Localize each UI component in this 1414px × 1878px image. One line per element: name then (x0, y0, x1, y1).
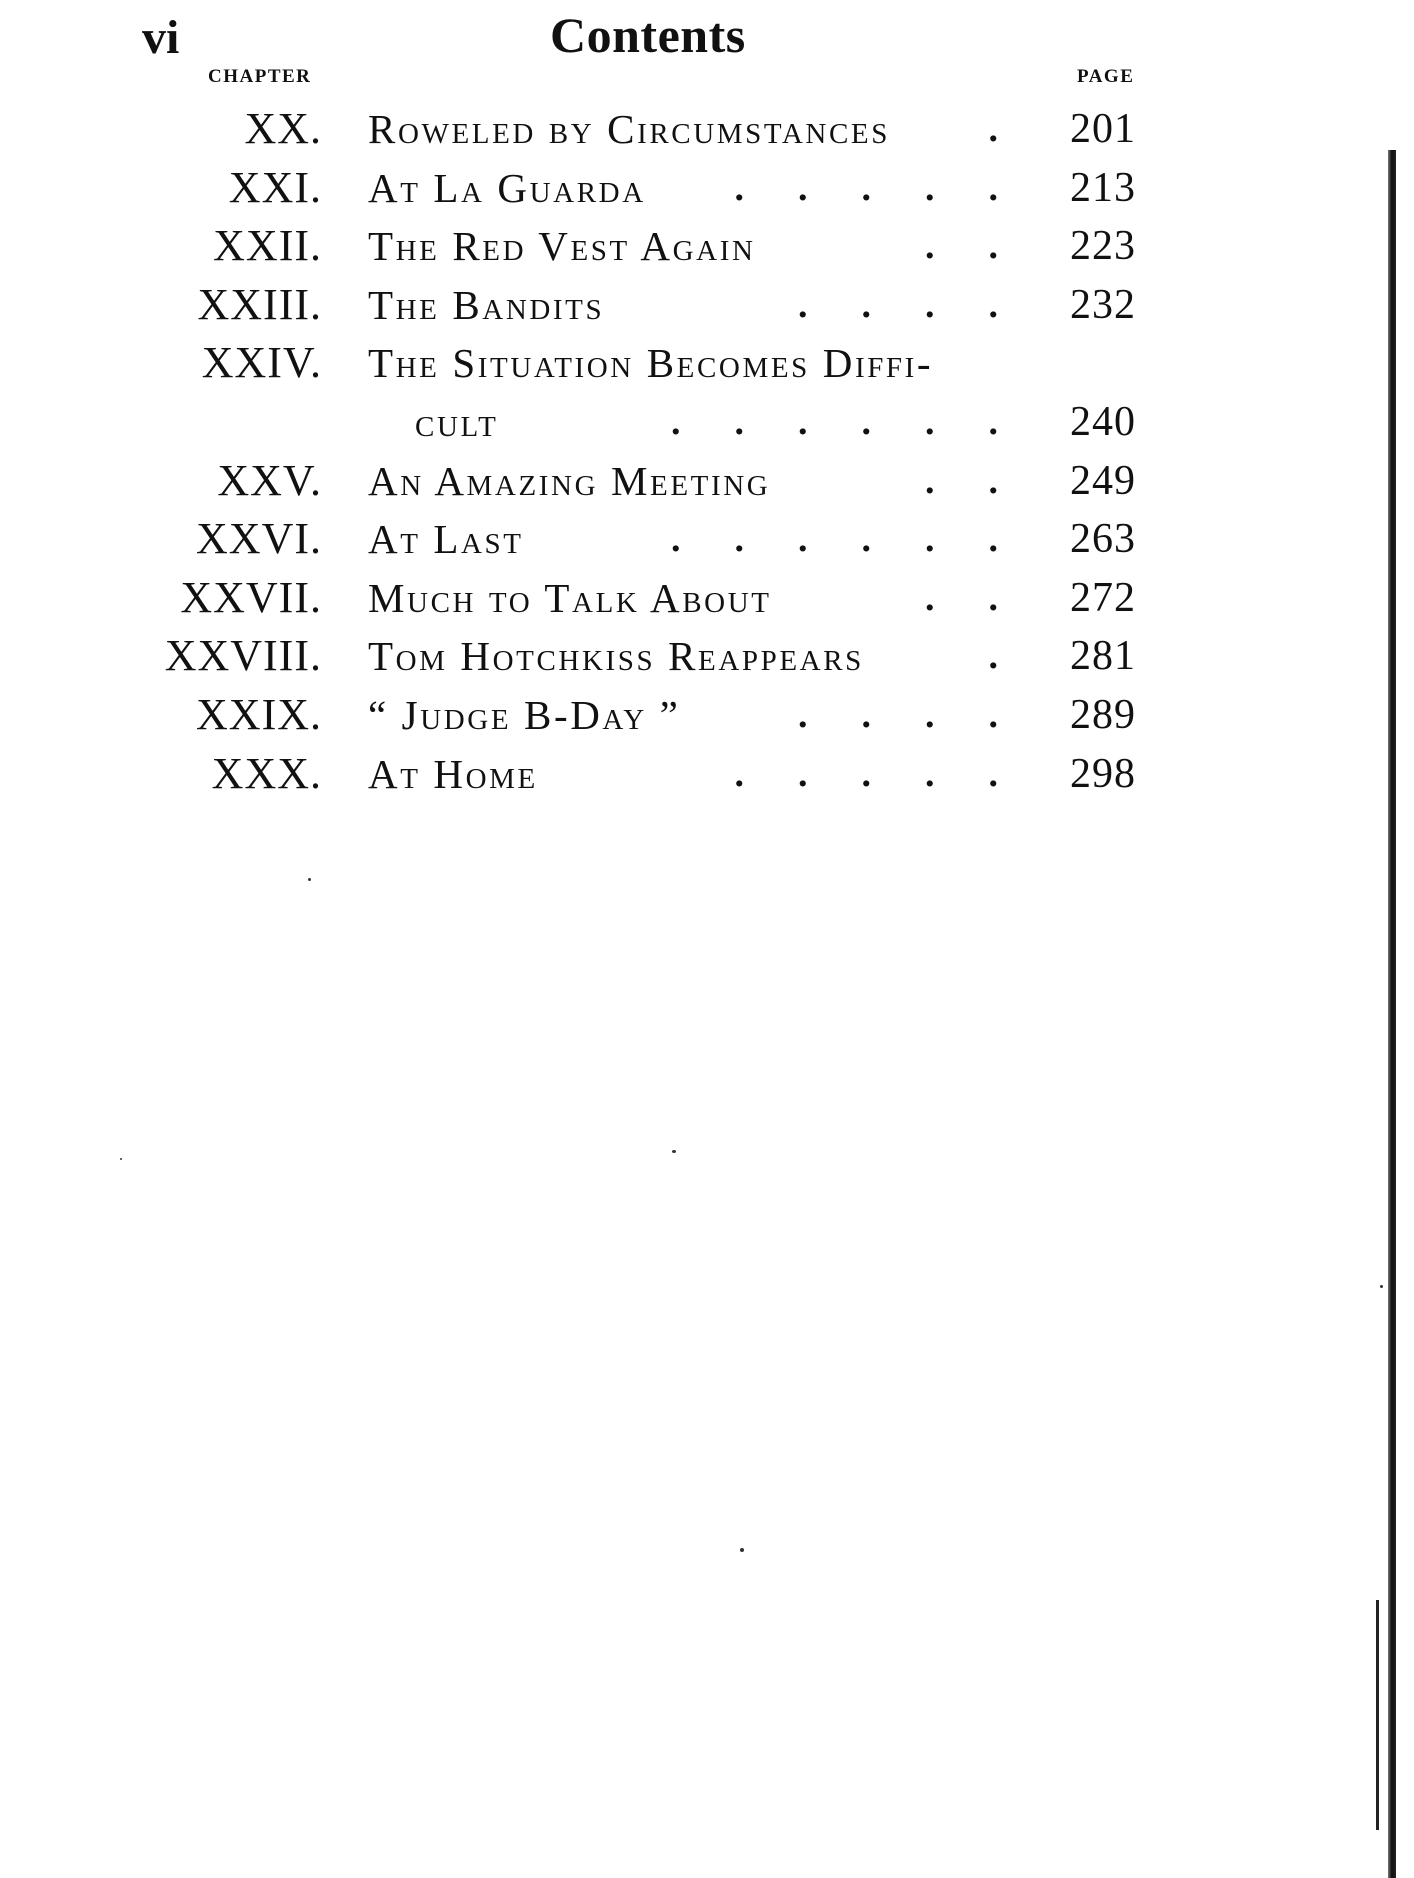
leader-dot: . (988, 693, 998, 736)
chapter-number: XXVII. (180, 572, 322, 622)
dot-leader (500, 452, 998, 510)
chapter-page: 223 (1070, 223, 1136, 270)
dot-leader (500, 100, 998, 158)
chapter-number: XXII. (213, 221, 322, 271)
leader-dot: . (925, 166, 935, 209)
scan-speck (308, 878, 311, 881)
chapter-page: 281 (1070, 633, 1136, 680)
leader-dot: . (734, 166, 744, 209)
toc-entry (0, 276, 1414, 335)
leader-dot: . (925, 283, 935, 326)
leader-dot: . (988, 459, 998, 502)
chapter-number: XXX. (211, 748, 322, 798)
leader-dot: . (988, 518, 998, 561)
leader-dot: . (925, 400, 935, 443)
chapter-title-continued: cult (415, 398, 499, 445)
dot-leader (500, 276, 998, 334)
leader-dot: . (798, 283, 808, 326)
page-column-heading: PAGE (1077, 66, 1135, 87)
chapter-title: At Home (368, 750, 538, 797)
leader-dot: . (734, 752, 744, 795)
leader-dot: . (861, 752, 871, 795)
leader-dot: . (925, 752, 935, 795)
dot-leader (500, 393, 998, 451)
dot-leader (500, 745, 998, 803)
chapter-page: 213 (1070, 164, 1136, 211)
toc-entry (0, 745, 1414, 804)
binding-shadow-fragment (1376, 1600, 1379, 1830)
dot-leader (500, 627, 998, 685)
page-number: vi (142, 11, 180, 64)
toc-entry (0, 100, 1414, 159)
leader-dot: . (988, 225, 998, 268)
chapter-page: 240 (1070, 398, 1136, 445)
scan-speck (1380, 1285, 1383, 1288)
leader-dot: . (925, 459, 935, 502)
leader-dot: . (988, 283, 998, 326)
leader-dot: . (671, 518, 681, 561)
toc-entry (0, 159, 1414, 218)
leader-dot: . (798, 693, 808, 736)
chapter-number: XX. (244, 104, 322, 153)
chapter-page: 298 (1070, 750, 1136, 797)
chapter-number: XXI. (228, 162, 322, 212)
leader-dot: . (798, 400, 808, 443)
leader-dot: . (925, 576, 935, 619)
chapter-title: At Last (368, 516, 524, 563)
leader-dot: . (988, 752, 998, 795)
dot-leader (500, 569, 998, 627)
leader-dot: . (988, 166, 998, 209)
chapter-page: 232 (1070, 281, 1136, 328)
chapter-title: Tom Hotchkiss Reappears (368, 633, 864, 680)
toc-entry (0, 334, 1414, 393)
leader-dot: . (861, 518, 871, 561)
leader-dot: . (798, 518, 808, 561)
scan-speck (120, 1158, 122, 1160)
leader-dot: . (671, 400, 681, 443)
toc-entry (0, 217, 1414, 276)
chapter-title: “ Judge B-Day ” (368, 691, 681, 738)
chapter-title: The Bandits (368, 281, 605, 328)
leader-dot: . (988, 576, 998, 619)
page-title: Contents (550, 7, 746, 63)
page-binding-edge (1388, 150, 1396, 1878)
chapter-page: 263 (1070, 516, 1136, 563)
toc-entry (0, 452, 1414, 511)
leader-dot: . (734, 400, 744, 443)
toc-entry (0, 627, 1414, 686)
dot-leader (500, 217, 998, 275)
leader-dot: . (988, 108, 998, 150)
chapter-title: At La Guarda (368, 164, 646, 211)
chapter-title: Much to Talk About (368, 574, 772, 621)
dot-leader (500, 510, 998, 568)
chapter-page: 201 (1070, 106, 1136, 152)
leader-dot: . (925, 225, 935, 268)
chapter-column-heading: CHAPTER (208, 66, 312, 87)
leader-dot: . (798, 752, 808, 795)
chapter-number: XXVIII. (164, 631, 322, 681)
dot-leader (500, 159, 998, 217)
toc-entry (0, 686, 1414, 745)
chapter-number: XXIX. (196, 689, 322, 739)
toc-entry (0, 510, 1414, 569)
leader-dot: . (861, 283, 871, 326)
chapter-page: 249 (1070, 457, 1136, 504)
leader-dot: . (988, 400, 998, 443)
dot-leader (500, 686, 998, 744)
chapter-number: XXVI. (196, 514, 322, 564)
chapter-number: XXIV. (201, 338, 322, 388)
chapter-title: The Red Vest Again (368, 223, 756, 270)
chapter-number: XXV. (217, 455, 322, 505)
chapter-title: Roweled by Circumstances (368, 106, 890, 152)
scan-speck (672, 1150, 676, 1153)
scan-speck (740, 1548, 744, 1552)
leader-dot: . (798, 166, 808, 209)
leader-dot: . (734, 518, 744, 561)
table-of-contents (0, 100, 1414, 803)
toc-entry (0, 569, 1414, 628)
toc-entry-continuation (0, 393, 1414, 452)
chapter-page: 289 (1070, 691, 1136, 738)
leader-dot: . (861, 400, 871, 443)
leader-dot: . (861, 693, 871, 736)
leader-dot: . (925, 518, 935, 561)
leader-dot: . (925, 693, 935, 736)
chapter-title: The Situation Becomes Diffi- (368, 340, 934, 387)
leader-dot: . (988, 635, 998, 678)
chapter-title: An Amazing Meeting (368, 457, 771, 504)
chapter-number: XXIII. (197, 279, 322, 329)
chapter-page: 272 (1070, 574, 1136, 621)
leader-dot: . (861, 166, 871, 209)
